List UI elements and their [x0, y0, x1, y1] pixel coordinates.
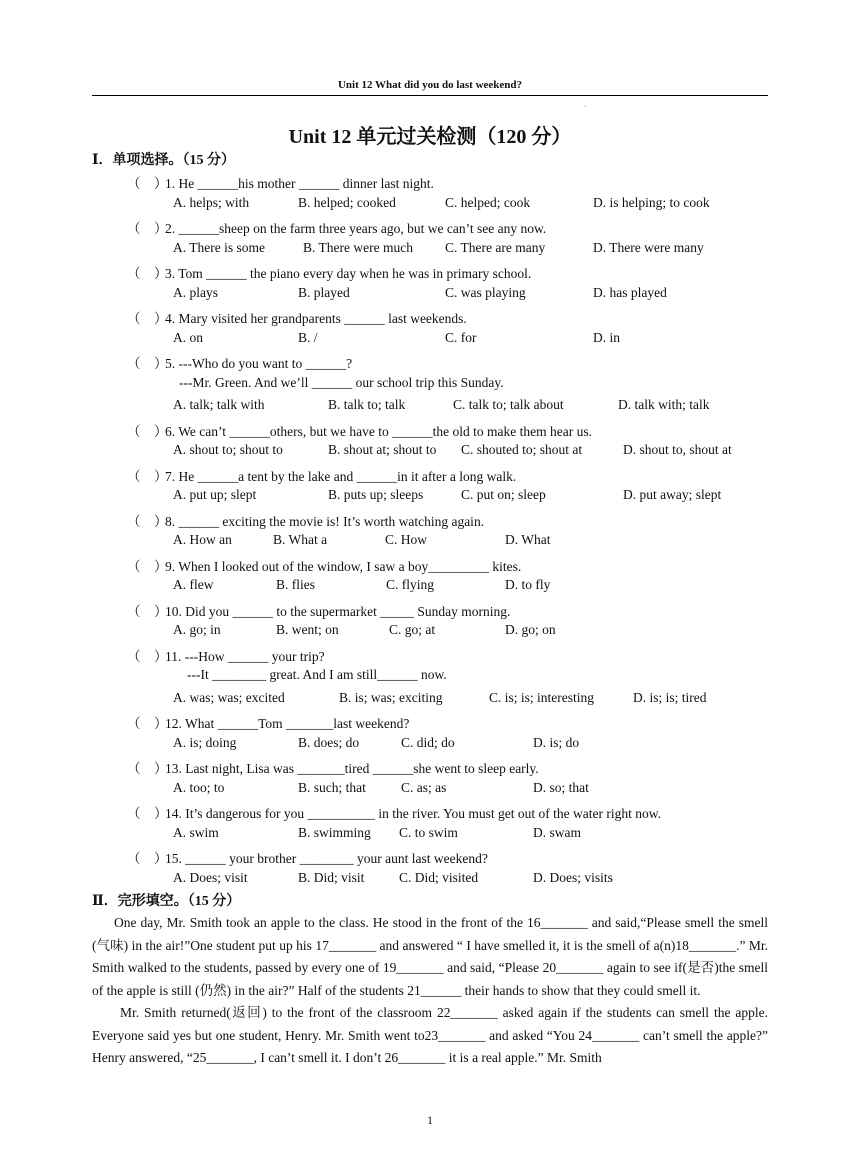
option-b[interactable]: B. flies — [276, 577, 315, 592]
option-b[interactable]: B. is; was; exciting — [339, 689, 443, 705]
question-6 — [127, 420, 592, 440]
option-d[interactable]: D. is helping; to cook — [593, 194, 710, 210]
option-d[interactable]: D. has played — [593, 284, 667, 300]
question-7 — [127, 465, 516, 485]
question-dialogue-line: ---Mr. Green. And we’ll ______ our school trip this Sunday. — [179, 374, 504, 390]
question-options — [173, 285, 773, 303]
option-c[interactable]: C. helped; cook — [445, 194, 531, 210]
cloze-paragraph-1: One day, Mr. Smith took an apple to the class. He stood in the front of the 16_______ and said,“Please smell the smell (气味) in the air!”One student put up his 17_______ and answered “ I have smelled it, it is the smell of a(n)18_______.” Mr. Smith walked to the students, passed by every one of 19_______ and said, “Please 20_______ again to see if(是否)the smell of the apple is still (仍然) in the air?” Half of the students 21______ their hands to show that they could smell it. — [92, 915, 768, 998]
option-d[interactable]: D. is; is; tired — [633, 689, 707, 705]
option-a[interactable]: A. shout to; shout to — [173, 442, 283, 457]
question-stem: 10. Did you ______ to the supermarket _____ Sunday morning. — [165, 603, 511, 619]
option-d[interactable]: D. in — [593, 329, 620, 345]
question-stem: 12. What ______Tom _______last weekend? — [165, 716, 410, 731]
option-c[interactable]: C. go; at — [389, 622, 436, 637]
question-4 — [127, 307, 467, 327]
option-a[interactable]: A. is; doing — [173, 734, 237, 750]
option-b[interactable]: B. What a — [273, 532, 328, 547]
question-8 — [127, 510, 484, 530]
option-c[interactable]: C. shouted to; shout at — [461, 442, 583, 457]
question-stem: 5. ---Who do you want to ______? — [165, 356, 353, 371]
option-b[interactable]: B. played — [298, 284, 350, 300]
option-a[interactable]: A. flew — [173, 577, 214, 592]
option-a[interactable]: A. was; was; excited — [173, 689, 285, 705]
answer-blank[interactable]: （ ） — [127, 423, 168, 439]
answer-blank[interactable]: （ ） — [127, 356, 168, 371]
question-dialogue-line: ---It ________ great. And I am still______ now. — [187, 667, 447, 682]
question-options — [173, 195, 773, 213]
question-options — [173, 825, 773, 843]
question-options — [173, 690, 773, 708]
question-stem: 1. He ______his mother ______ dinner last night. — [165, 176, 434, 191]
option-b[interactable]: B. talk to; talk — [328, 397, 406, 412]
option-c[interactable]: C. Did; visited — [399, 869, 479, 885]
question-stem: 13. Last night, Lisa was _______tired ______she went to sleep early. — [165, 761, 539, 776]
question-14 — [127, 802, 661, 822]
answer-blank[interactable]: （ ） — [127, 221, 168, 236]
section-1-heading: Ⅰ．单项选择。（15 分） — [92, 153, 236, 168]
question-13 — [127, 757, 539, 777]
question-3 — [127, 262, 531, 282]
cloze-passage — [92, 912, 768, 1070]
cloze-paragraph-2: Mr. Smith returned(返回) to the front of the classroom 22_______ asked again if the students can smell the apple. Everyone said yes but one student, Henry. Mr. Smith went to23_______ and asked “You 24_______ can’t smell the apple?” Henry answered, “25_______, I can’t smell it. I don’t 26_______ it is a real apple.” Mr. Smith — [92, 1005, 768, 1065]
section-2-heading: Ⅱ．完形填空。（15 分） — [92, 894, 241, 909]
option-b[interactable]: B. shout at; shout to — [328, 442, 437, 457]
question-11 — [127, 645, 325, 665]
question-options — [173, 532, 773, 550]
answer-blank[interactable]: （ ） — [127, 648, 168, 664]
option-d[interactable]: D. Does; visits — [533, 869, 613, 885]
page-header: Unit 12 What did you do last weekend? — [337, 79, 523, 91]
option-b[interactable]: B. / — [298, 329, 318, 345]
option-b[interactable]: B. does; do — [298, 734, 360, 750]
answer-blank[interactable]: （ ） — [127, 806, 168, 821]
question-9 — [127, 555, 521, 575]
question-options — [173, 735, 773, 753]
option-c[interactable]: C. There are many — [445, 239, 546, 255]
question-options — [173, 240, 773, 258]
question-5 — [127, 352, 352, 372]
question-10 — [127, 600, 510, 620]
option-a[interactable]: A. on — [173, 329, 203, 345]
dot-mark: · — [584, 104, 586, 110]
option-c[interactable]: C. How — [385, 532, 428, 547]
option-a[interactable]: A. plays — [173, 284, 218, 300]
option-b[interactable]: B. such; that — [298, 779, 366, 795]
question-15 — [127, 847, 488, 867]
option-c[interactable]: C. put on; sleep — [461, 487, 546, 502]
option-c[interactable]: C. talk to; talk about — [453, 397, 564, 412]
question-options — [173, 870, 773, 888]
option-c[interactable]: C. as; as — [401, 779, 447, 795]
option-c[interactable]: C. to swim — [399, 824, 458, 840]
option-c[interactable]: C. flying — [386, 577, 435, 592]
page-number: 1 — [427, 1113, 433, 1127]
answer-blank[interactable]: （ ） — [127, 311, 168, 326]
answer-blank[interactable]: （ ） — [127, 716, 168, 731]
question-stem: 11. ---How ______ your trip? — [165, 648, 325, 664]
option-d[interactable]: D. There were many — [593, 239, 704, 255]
question-stem: 3. Tom ______ the piano every day when he was in primary school. — [165, 266, 532, 281]
question-options — [173, 487, 773, 505]
question-options — [173, 577, 773, 595]
option-c[interactable]: C. for — [445, 329, 477, 345]
option-d[interactable]: D. What — [505, 532, 551, 547]
option-b[interactable]: B. puts up; sleeps — [328, 487, 424, 502]
option-b[interactable]: B. Did; visit — [298, 869, 365, 885]
question-options — [173, 397, 773, 415]
option-b[interactable]: B. went; on — [276, 622, 339, 637]
question-stem: 6. We can’t ______others, but we have to ______the old to make them hear us. — [165, 423, 592, 439]
question-stem: 8. ______ exciting the movie is! It’s worth watching again. — [165, 513, 485, 529]
option-a[interactable]: A. There is some — [173, 239, 265, 255]
answer-blank[interactable]: （ ） — [127, 513, 168, 529]
option-b[interactable]: B. There were much — [303, 239, 413, 255]
question-1 — [127, 172, 434, 192]
question-12 — [127, 712, 409, 732]
question-stem: 9. When I looked out of the window, I saw a boy_________ kites. — [165, 558, 522, 574]
option-d[interactable]: D. go; on — [505, 622, 556, 637]
question-2 — [127, 217, 546, 237]
option-d[interactable]: D. is; do — [533, 734, 580, 750]
question-stem: 14. It’s dangerous for you __________ in the river. You must get out of the water right now. — [165, 806, 661, 821]
answer-blank[interactable]: （ ） — [127, 468, 168, 484]
question-stem: 7. He ______a tent by the lake and ______in it after a long walk. — [165, 468, 517, 484]
option-a[interactable]: A. helps; with — [173, 194, 250, 210]
question-stem: 2. ______sheep on the farm three years ago, but we can’t see any now. — [165, 221, 547, 236]
option-a[interactable]: A. How an — [173, 532, 232, 547]
option-d[interactable]: D. swam — [533, 824, 581, 840]
question-options — [173, 330, 773, 348]
answer-blank[interactable]: （ ） — [127, 558, 168, 574]
option-a[interactable]: A. too; to — [173, 779, 225, 795]
option-d[interactable]: D. put away; slept — [623, 487, 722, 502]
answer-blank[interactable]: （ ） — [127, 761, 168, 776]
question-options — [173, 780, 773, 798]
option-c[interactable]: C. is; is; interesting — [489, 689, 595, 705]
answer-blank[interactable]: （ ） — [127, 851, 168, 866]
option-a[interactable]: A. put up; slept — [173, 487, 257, 502]
answer-blank[interactable]: （ ） — [127, 266, 168, 281]
option-d[interactable]: D. talk with; talk — [618, 397, 710, 412]
question-options — [173, 622, 773, 640]
option-c[interactable]: C. did; do — [401, 734, 455, 750]
answer-blank[interactable]: （ ） — [127, 603, 168, 619]
option-d[interactable]: D. to fly — [505, 577, 551, 592]
option-a[interactable]: A. talk; talk with — [173, 397, 265, 412]
option-a[interactable]: A. swim — [173, 824, 219, 840]
option-b[interactable]: B. swimming — [298, 824, 371, 840]
question-options — [173, 442, 773, 460]
option-d[interactable]: D. shout to, shout at — [623, 442, 732, 457]
page-title: Unit 12 单元过关检测（120 分） — [288, 126, 572, 148]
question-stem: 4. Mary visited her grandparents ______ last weekends. — [165, 311, 467, 326]
option-a[interactable]: A. go; in — [173, 622, 221, 637]
answer-blank[interactable]: （ ） — [127, 176, 168, 191]
option-d[interactable]: D. so; that — [533, 779, 589, 795]
header-rule — [92, 95, 768, 96]
question-stem: 15. ______ your brother ________ your aunt last weekend? — [165, 851, 488, 866]
option-a[interactable]: A. Does; visit — [173, 869, 248, 885]
option-b[interactable]: B. helped; cooked — [298, 194, 396, 210]
option-c[interactable]: C. was playing — [445, 284, 526, 300]
